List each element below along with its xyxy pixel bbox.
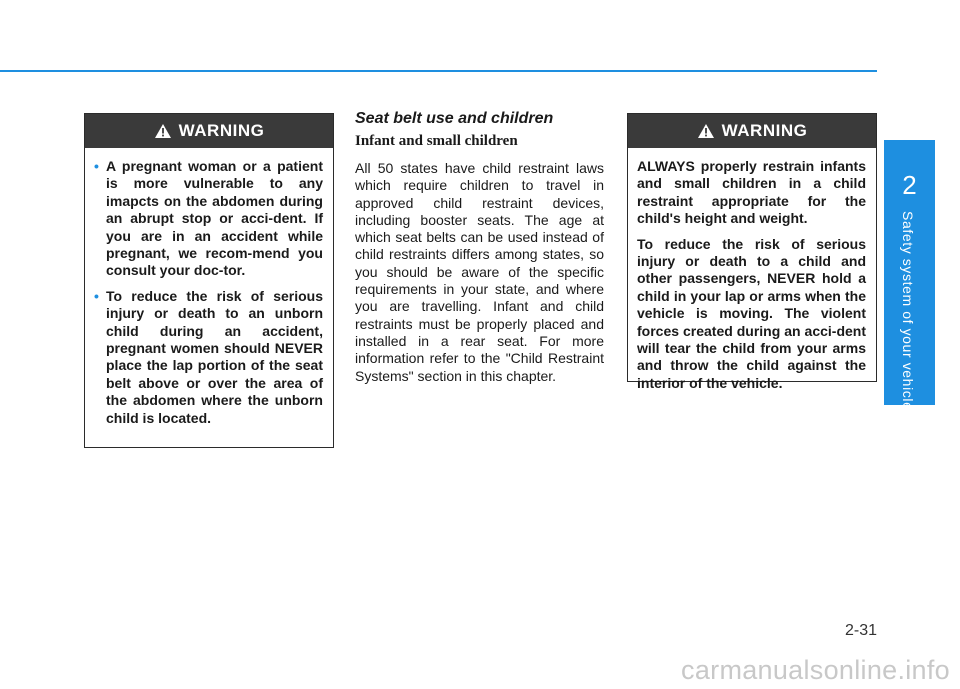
warning-bullet-text: A pregnant woman or a patient is more vulnerable to any imapcts on the abdomen during an abrupt stop or acci-dent. If you are in an accident while pregnant, we recom-mend you consult your doc-tor. [106, 158, 323, 279]
warning-paragraph: To reduce the risk of serious injury or death to a child and other passengers, NEVER hold a child in your lap or arms when the vehicle is moving. The violent forces created during an acci-dent will tear the child from your arms and throw the child against the interior of the vehicle. [637, 235, 866, 391]
chapter-number: 2 [902, 170, 917, 200]
bullet-dot-icon: • [94, 287, 99, 304]
warning-bullet-item [94, 158, 323, 280]
chapter-tab [884, 140, 935, 411]
warning-triangle-icon [697, 123, 715, 139]
warning-body [85, 148, 333, 437]
body-paragraph: All 50 states have child restraint laws which require children to travel in approved child restraint devices, including booster seats. The age at which seat belts can be used instead of child restraints differs among states, so you should be aware of the specific requirements in your state, and where you are travelling. Infant and child restraints must be properly placed and installed in a rear seat. For more information refer to the "Child Restraint Systems" section in this chapter. [355, 160, 604, 384]
warning-paragraph: ALWAYS properly restrain infants and small children in a child restraint appropriate for the child's height and weight. [637, 158, 866, 227]
warning-label: WARNING [721, 121, 808, 140]
warning-triangle-icon [154, 123, 172, 139]
warning-bullet-item [94, 288, 323, 427]
section-title: Seat belt use and children [355, 110, 554, 127]
warning-bullet-text: To reduce the risk of serious injury or death to an unborn child during an accident, pregnant women should NEVER place the lap portion of the seat belt above or over the area of the abdomen where the unborn child is located. [106, 287, 323, 426]
warning-header [85, 114, 333, 148]
warning-label: WARNING [178, 121, 265, 140]
bullet-dot-icon: • [94, 158, 99, 174]
page-number: 2-31 [844, 622, 877, 639]
main-column [355, 110, 604, 385]
warning-box-child-restraint [627, 113, 877, 391]
warning-body [628, 148, 876, 402]
header-rule [0, 70, 877, 72]
chapter-title: Safety system of your vehicle [900, 211, 916, 411]
watermark-text: carmanualsonline.info [681, 655, 950, 685]
warning-box-pregnancy [84, 113, 334, 448]
subsection-title: Infant and small children [355, 133, 518, 149]
warning-header [628, 114, 876, 148]
warning-bullet-list [94, 158, 323, 427]
